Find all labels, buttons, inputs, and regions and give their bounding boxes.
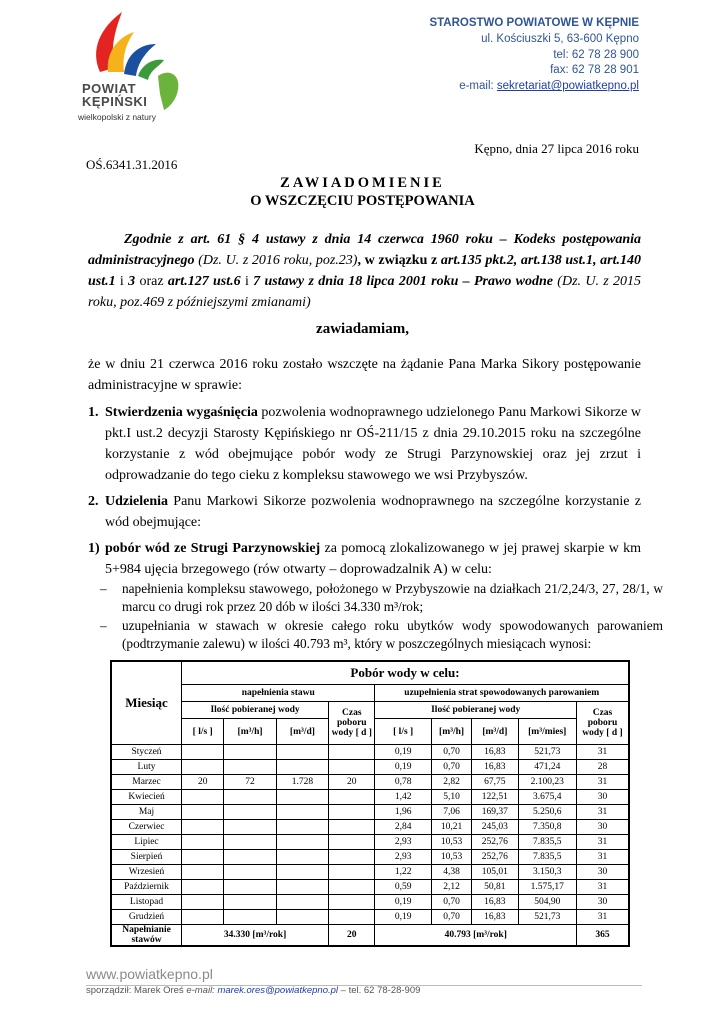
value-cell: 169,37: [472, 805, 518, 820]
value-cell: 10,53: [431, 850, 471, 865]
value-cell: 30: [576, 895, 629, 910]
table-row: [111, 820, 629, 835]
value-cell: [182, 895, 224, 910]
value-cell: [224, 805, 276, 820]
total-supp-days: 365: [576, 925, 629, 947]
value-cell: [224, 790, 276, 805]
table-row: [111, 850, 629, 865]
value-cell: 16,83: [472, 910, 518, 925]
value-cell: 16,83: [472, 745, 518, 760]
month-cell: Listopad: [111, 895, 182, 910]
office-street: ul. Kościuszki 5, 63-600 Kępno: [481, 32, 639, 45]
value-cell: 30: [576, 865, 629, 880]
value-cell: [182, 880, 224, 895]
legal-three: 3: [128, 274, 136, 289]
unit-ls: [ l/s ]: [182, 719, 224, 745]
bullet-1-text: napełnienia kompleksu stawowego, położonego w Przybyszowie na działkach 21/2,24/3, 27, 28/1, w marcu co drugi rok przez 20 dób w ilości 34.330 m³/rok;: [122, 581, 663, 614]
that-paragraph: że w dniu 21 czerwca 2016 roku zostało wszczęte na żądanie Pana Marka Sikory postępowanie administracyjne w sprawie:: [88, 357, 641, 393]
value-cell: 1.575,17: [518, 880, 576, 895]
legal-kpa-source: (Dz. U. z 2016 roku, poz.23): [194, 253, 358, 268]
value-cell: [329, 910, 375, 925]
value-cell: [182, 865, 224, 880]
item-1: [88, 402, 641, 486]
table-row: [111, 835, 629, 850]
value-cell: 1,22: [375, 865, 431, 880]
value-cell: [276, 850, 328, 865]
value-cell: [329, 790, 375, 805]
total-label: Napełnianie stawów: [111, 925, 182, 947]
fill-qty-header: Ilość pobieranej wody: [182, 702, 329, 719]
logo-name: [82, 82, 147, 108]
supp-header: uzupełnienia strat spowodowanych parowaniem: [375, 685, 629, 702]
value-cell: 50,81: [472, 880, 518, 895]
table-body: [111, 745, 629, 925]
unit-m3d: [m³/d]: [472, 719, 518, 745]
value-cell: [182, 790, 224, 805]
table-row: [111, 760, 629, 775]
value-cell: [329, 880, 375, 895]
bullet-2: [100, 617, 663, 653]
month-cell: Marzec: [111, 775, 182, 790]
value-cell: [224, 880, 276, 895]
value-cell: [276, 790, 328, 805]
value-cell: 31: [576, 910, 629, 925]
bullet-2-text: uzupełniania w stawach w okresie całego roku ubytków wody spowodowanych parowaniem (podtrzymanie zalewu) w ilości 40.793 m³, który w poszczególnych miesiącach wynosi:: [122, 618, 663, 651]
month-cell: Lipiec: [111, 835, 182, 850]
value-cell: 31: [576, 850, 629, 865]
footer-url[interactable]: www.powiatkepno.pl: [86, 966, 213, 982]
powiat-logo: [80, 10, 190, 128]
value-cell: 31: [576, 745, 629, 760]
unit-m3h: [m³/h]: [224, 719, 276, 745]
value-cell: [276, 760, 328, 775]
value-cell: [182, 910, 224, 925]
value-cell: [224, 910, 276, 925]
table-row: [111, 790, 629, 805]
item-2-text: Panu Markowi Sikorze pozwolenia wodnoprawnego na szczególne korzystanie z wód obejmujące:: [105, 494, 641, 530]
value-cell: 3.150,3: [518, 865, 576, 880]
value-cell: 0,70: [431, 745, 471, 760]
value-cell: 30: [576, 820, 629, 835]
sub-item-1-num: 1): [88, 541, 100, 556]
bullet-1: [100, 580, 663, 616]
office-email-label: e-mail:: [459, 80, 497, 93]
value-cell: [329, 865, 375, 880]
value-cell: 252,76: [472, 835, 518, 850]
bullet-dash-icon: –: [100, 581, 107, 596]
legal-water-source: (Dz. U. z 2015 roku, poz.469 z późniejszymi zmianami): [88, 274, 642, 310]
value-cell: 471,24: [518, 760, 576, 775]
fill-header: napełnienia stawu: [182, 685, 375, 702]
table-row: [111, 805, 629, 820]
total-supp: 40.793 [m³/rok]: [375, 925, 577, 947]
month-cell: Maj: [111, 805, 182, 820]
item-1-num: 1.: [88, 405, 99, 420]
value-cell: [182, 835, 224, 850]
value-cell: 2,84: [375, 820, 431, 835]
legal-art127: art.127 ust.6: [167, 274, 241, 289]
total-fill: 34.330 [m³/rok]: [182, 925, 329, 947]
value-cell: 7.835,5: [518, 850, 576, 865]
table-row: [111, 880, 629, 895]
value-cell: [329, 760, 375, 775]
value-cell: 0,70: [431, 910, 471, 925]
value-cell: 31: [576, 775, 629, 790]
unit-m3h: [m³/h]: [431, 719, 471, 745]
month-cell: Czerwiec: [111, 820, 182, 835]
legal-and2: i: [240, 274, 254, 289]
month-cell: Grudzień: [111, 910, 182, 925]
sub-item-1-text: za pomocą zlokalizowanego w jej prawej skarpie w km 5+984 ujęcia brzegowego (rów otwarty – doprowadzalnik A) w celu:: [105, 541, 641, 577]
table-row: [111, 910, 629, 925]
value-cell: [224, 760, 276, 775]
value-cell: 0,70: [431, 760, 471, 775]
month-cell: Wrzesień: [111, 865, 182, 880]
value-cell: [224, 895, 276, 910]
table-row: [111, 745, 629, 760]
notify-word: zawiadamiam,: [316, 321, 409, 337]
col-month-header: Miesiąc: [111, 661, 182, 745]
value-cell: 504,90: [518, 895, 576, 910]
value-cell: 3.675,4: [518, 790, 576, 805]
value-cell: [224, 835, 276, 850]
value-cell: [276, 805, 328, 820]
footer-tel: – tel. 62 78-28-909: [338, 985, 421, 996]
value-cell: 28: [576, 760, 629, 775]
legal-basis: [88, 229, 641, 313]
value-cell: 30: [576, 790, 629, 805]
value-cell: [182, 805, 224, 820]
sub-item-1: [88, 538, 641, 580]
unit-m3d: [m³/d]: [276, 719, 328, 745]
value-cell: 31: [576, 880, 629, 895]
value-cell: 31: [576, 805, 629, 820]
unit-ls: [ l/s ]: [375, 719, 431, 745]
logo-line2: KĘPIŃSKI: [82, 94, 148, 109]
place-date: Kępno, dnia 27 lipca 2016 roku: [474, 141, 639, 156]
office-email-line: [429, 79, 639, 95]
office-email-link[interactable]: sekretariat@powiatkepno.pl: [496, 80, 639, 93]
water-intake-table: [110, 660, 630, 947]
item-2: [88, 491, 641, 533]
value-cell: 67,75: [472, 775, 518, 790]
purpose-header: Pobór wody w celu:: [182, 661, 629, 685]
value-cell: 2,82: [431, 775, 471, 790]
value-cell: [182, 850, 224, 865]
value-cell: 7,06: [431, 805, 471, 820]
value-cell: 10,53: [431, 835, 471, 850]
value-cell: [329, 835, 375, 850]
value-cell: 521,73: [518, 910, 576, 925]
value-cell: [224, 820, 276, 835]
legal-and1: i: [115, 274, 129, 289]
value-cell: 10,21: [431, 820, 471, 835]
value-cell: [329, 850, 375, 865]
value-cell: 0,19: [375, 910, 431, 925]
value-cell: [182, 820, 224, 835]
office-address: [429, 16, 639, 95]
value-cell: [276, 880, 328, 895]
value-cell: 2.100,23: [518, 775, 576, 790]
month-cell: Styczeń: [111, 745, 182, 760]
value-cell: 521,73: [518, 745, 576, 760]
value-cell: 72: [224, 775, 276, 790]
logo-tagline: wielkopolski z natury: [78, 112, 156, 122]
value-cell: [224, 865, 276, 880]
value-cell: 0,19: [375, 745, 431, 760]
value-cell: 1,42: [375, 790, 431, 805]
value-cell: 105,01: [472, 865, 518, 880]
value-cell: 16,83: [472, 895, 518, 910]
legal-comma: , w związku z: [357, 253, 441, 268]
legal-oraz: oraz: [135, 274, 168, 289]
value-cell: 31: [576, 835, 629, 850]
fill-time-header: Czas poboru wody [ d ]: [329, 702, 375, 745]
month-cell: Luty: [111, 760, 182, 775]
month-cell: Październik: [111, 880, 182, 895]
table-row: [111, 895, 629, 910]
office-tel: tel: 62 78 28 900: [553, 48, 639, 61]
supp-time-header: Czas poboru wody [ d ]: [576, 702, 629, 745]
month-cell: Sierpień: [111, 850, 182, 865]
item-2-num: 2.: [88, 494, 99, 509]
office-name: STAROSTWO POWIATOWE W KĘPNIE: [429, 17, 639, 29]
value-cell: [276, 865, 328, 880]
value-cell: 0,19: [375, 760, 431, 775]
value-cell: [276, 835, 328, 850]
unit-m3mies: [m³/mies]: [518, 719, 576, 745]
sub-item-1-bold: pobór wód ze Strugi Parzynowskiej: [105, 541, 321, 556]
doc-subtitle: O WSZCZĘCIU POSTĘPOWANIA: [250, 193, 475, 209]
value-cell: [182, 745, 224, 760]
value-cell: 5.250,6: [518, 805, 576, 820]
value-cell: 2,93: [375, 835, 431, 850]
logo-line1: POWIAT: [82, 81, 137, 96]
month-cell: Kwiecień: [111, 790, 182, 805]
value-cell: 1,96: [375, 805, 431, 820]
value-cell: 16,83: [472, 760, 518, 775]
table-row: [111, 865, 629, 880]
value-cell: [182, 760, 224, 775]
value-cell: [329, 820, 375, 835]
value-cell: [276, 910, 328, 925]
item-2-bold: Udzielenia: [105, 494, 168, 509]
value-cell: 4,38: [431, 865, 471, 880]
value-cell: [329, 805, 375, 820]
value-cell: 20: [329, 775, 375, 790]
value-cell: [276, 745, 328, 760]
value-cell: [276, 820, 328, 835]
legal-water-law: 7 ustawy z dnia 18 lipca 2001 roku – Prawo wodne: [253, 274, 553, 289]
doc-title: ZAWIADOMIENIE: [280, 175, 445, 191]
office-fax: fax: 62 78 28 901: [550, 64, 639, 77]
value-cell: [276, 895, 328, 910]
table-row: [111, 775, 629, 790]
value-cell: 20: [182, 775, 224, 790]
value-cell: [329, 895, 375, 910]
value-cell: 0,59: [375, 880, 431, 895]
value-cell: 0,19: [375, 895, 431, 910]
value-cell: 245,03: [472, 820, 518, 835]
footer-email-label: e-mail:: [186, 985, 218, 996]
value-cell: [224, 850, 276, 865]
value-cell: 7.350,8: [518, 820, 576, 835]
reference-number: OŚ.6341.31.2016: [86, 157, 178, 172]
value-cell: 5,10: [431, 790, 471, 805]
value-cell: 122,51: [472, 790, 518, 805]
legal-kpa: Zgodnie z art. 61 § 4 ustawy z dnia 14 czerwca 1960 roku – Kodeks postępowania administracyjnego: [88, 232, 641, 268]
item-1-bold: Stwierdzenia wygaśnięcia: [105, 405, 258, 420]
value-cell: 252,76: [472, 850, 518, 865]
value-cell: 1.728: [276, 775, 328, 790]
legal-articles: art.135 pkt.2, art.138 ust.1, art.140 ust.1: [88, 253, 641, 289]
value-cell: [224, 745, 276, 760]
value-cell: 2,12: [431, 880, 471, 895]
value-cell: 0,70: [431, 895, 471, 910]
value-cell: 2,93: [375, 850, 431, 865]
total-fill-days: 20: [329, 925, 375, 947]
bullet-dash-icon: –: [100, 618, 107, 633]
item-1-text: pozwolenia wodnoprawnego udzielonego Panu Markowi Sikorze w pkt.I ust.2 decyzji Starosty Kępińskiego nr OŚ-211/15 z dnia 29.10.2015 roku na szczególne korzystanie z wód obejmujące pobór wody ze Strugi Parzynowskiej oraz jej zrzut i odprowadzanie do tego cieku z kompleksu stawowego we wsi Przybyszów.: [105, 405, 641, 483]
supp-qty-header: Ilość pobieranej wody: [375, 702, 577, 719]
value-cell: 0,78: [375, 775, 431, 790]
footer-prepared: sporządził: Marek Oreś: [86, 985, 187, 996]
footer-contact: [86, 985, 420, 996]
value-cell: 7.835,5: [518, 835, 576, 850]
value-cell: [329, 745, 375, 760]
footer-email-link[interactable]: marek.ores@powiatkepno.pl: [217, 985, 339, 996]
